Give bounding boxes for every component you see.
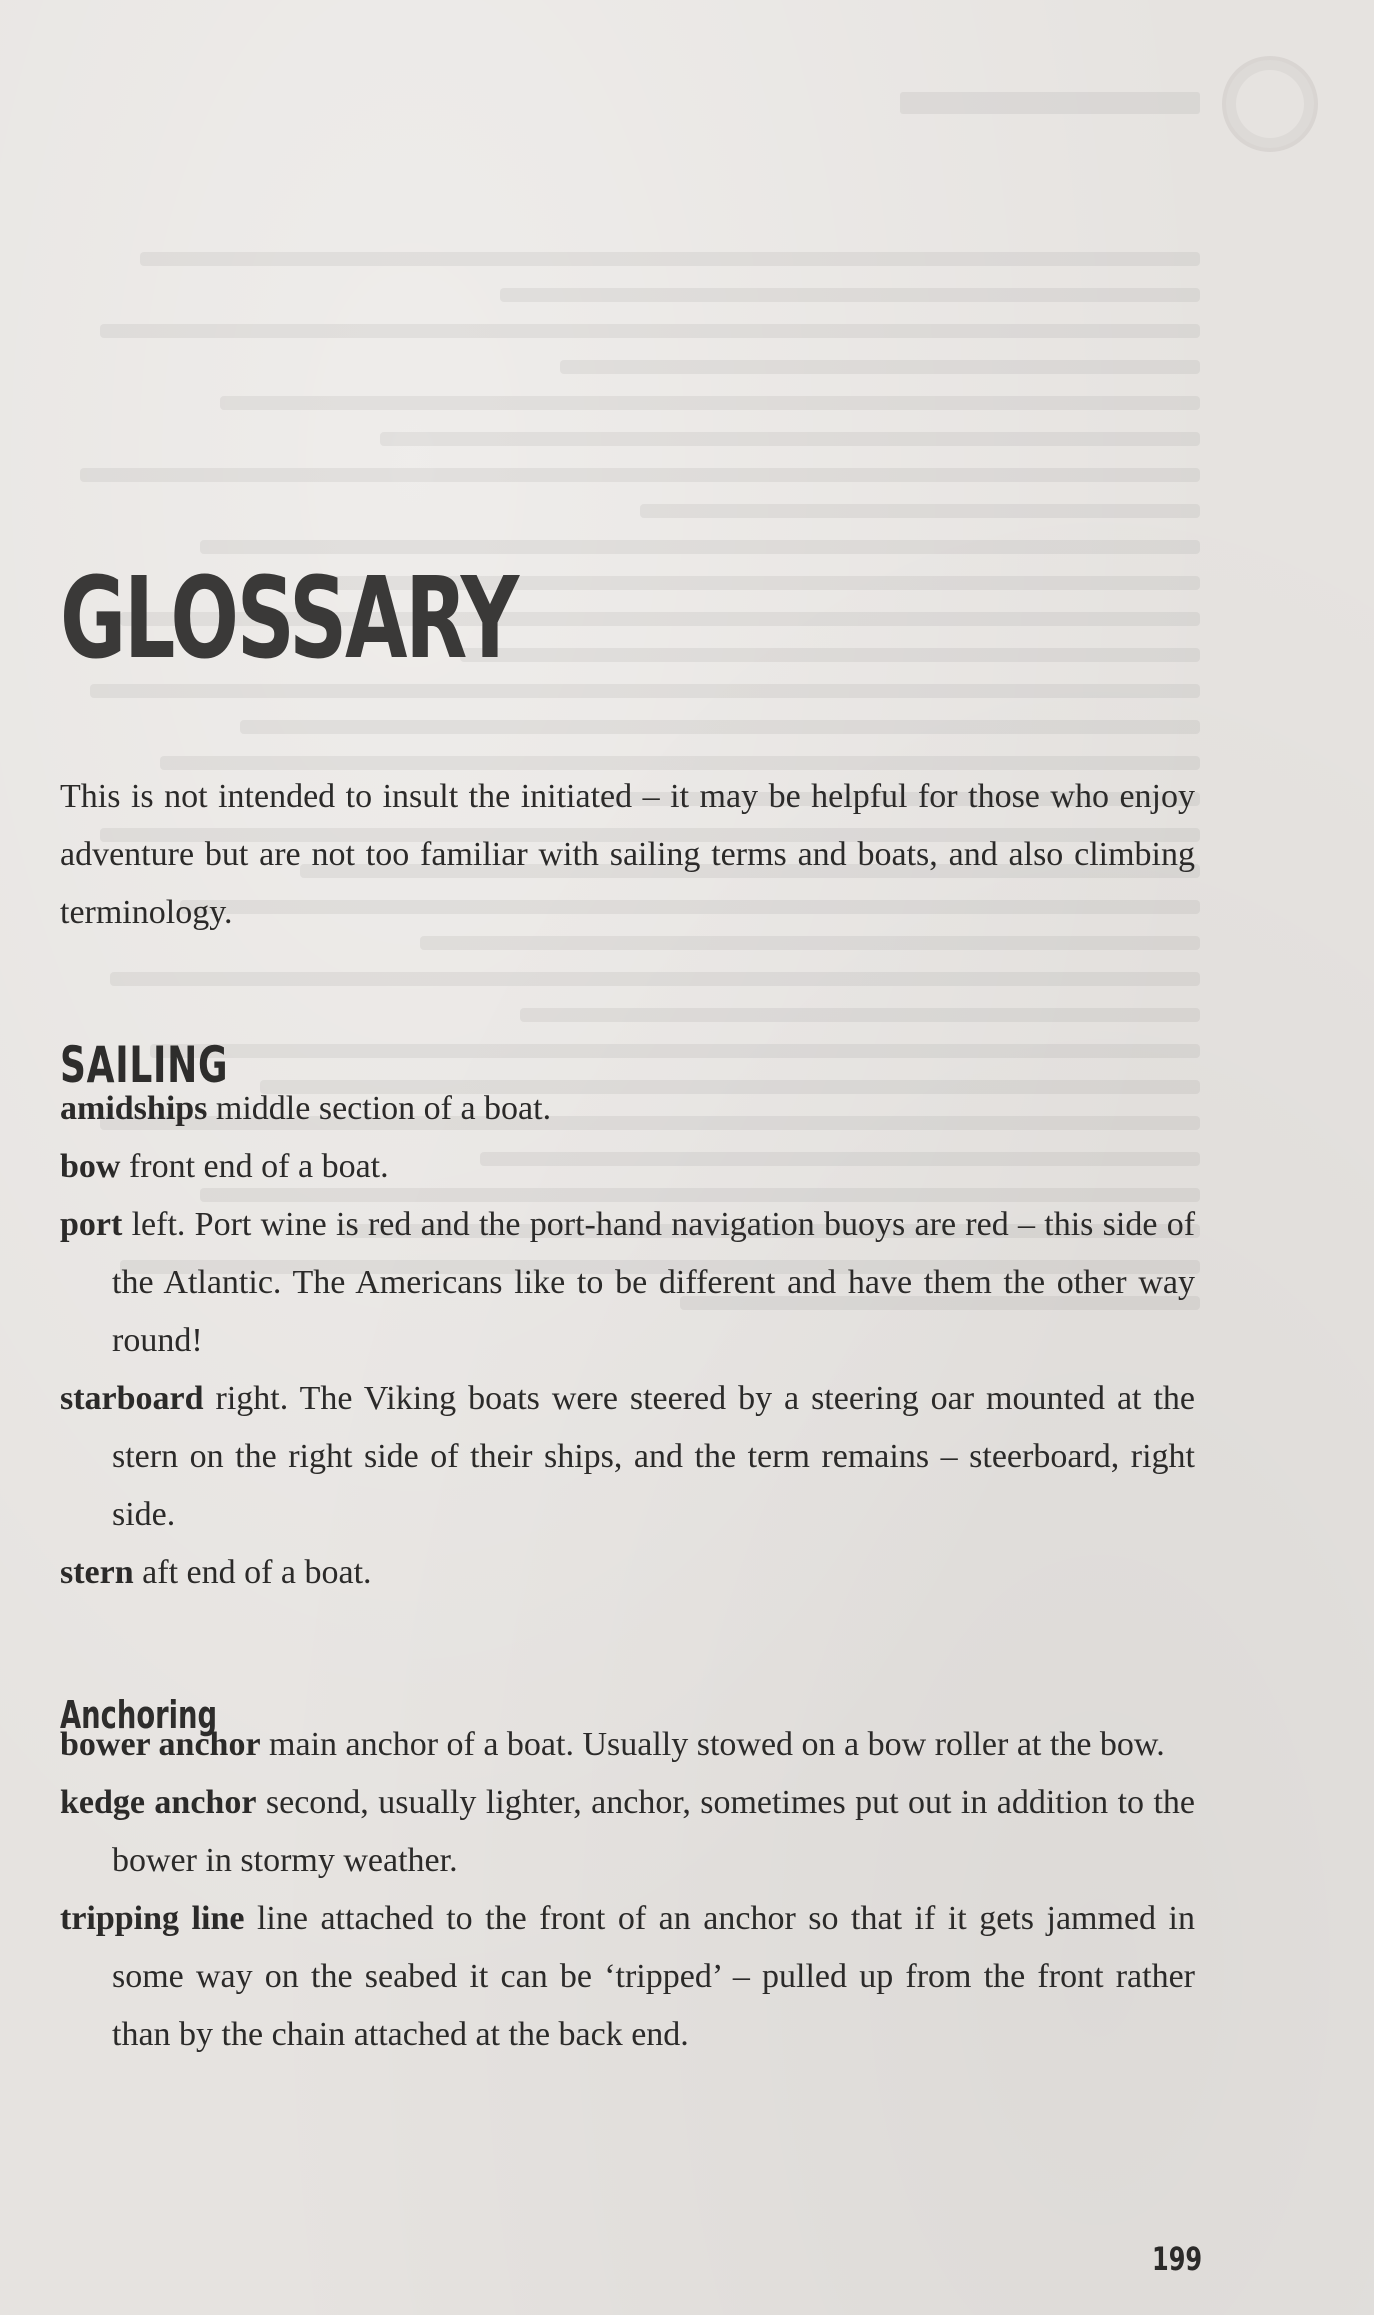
sailing-glossary-list [60,1080,1195,1602]
glossary-entry [60,1716,1195,1774]
glossary-term: port [60,1206,123,1243]
glossary-entry [60,1774,1195,1890]
glossary-definition: line attached to the front of an anchor so that if it gets jammed in some way on the seabed it can be ‘tripped’ – pulled up from the front rather than by the chain attached at the back end. [112,1900,1196,2053]
glossary-entry [60,1080,1195,1138]
glossary-definition: second, usually lighter, anchor, sometimes put out in addition to the bower in stormy weather. [112,1784,1196,1879]
glossary-term: tripping line [60,1900,245,1937]
glossary-definition: aft end of a boat. [142,1554,372,1591]
glossary-term: stern [60,1554,134,1591]
glossary-entry [60,1370,1195,1544]
glossary-definition: front end of a boat. [128,1148,389,1185]
glossary-term: bow [60,1148,121,1185]
glossary-term: amidships [60,1090,208,1127]
glossary-definition: middle section of a boat. [215,1090,552,1127]
intro-paragraph: This is not intended to insult the initiated – it may be helpful for those who enjoy adventure but are not too familiar with sailing terms and boats, and also climbing terminology. [60,778,1195,931]
glossary-term: kedge anchor [60,1784,257,1821]
glossary-entry [60,1890,1195,2064]
glossary-definition: left. Port wine is red and the port-hand navigation buoys are red – this side of the Atlantic. The Americans like to be different and have them the other way round! [112,1206,1196,1359]
anchoring-glossary-list [60,1716,1195,2064]
section-heading-sailing: SAILING [60,1035,229,1094]
glossary-definition: main anchor of a boat. Usually stowed on a bow roller at the bow. [269,1726,1165,1763]
subsection-heading-anchoring: Anchoring [60,1693,218,1737]
page-title: GLOSSARY [60,554,517,685]
glossary-entry [60,1196,1195,1370]
glossary-entry [60,1138,1195,1196]
glossary-entry [60,1544,1195,1602]
show-through-header [900,92,1200,114]
glossary-definition: right. The Viking boats were steered by a steering oar mounted at the stern on the right side of their ships, and the term remains – steerboard, right side. [112,1380,1195,1533]
show-through-emblem [1222,56,1318,152]
glossary-term: bower anchor [60,1726,261,1763]
page-number: 199 [1152,2240,1203,2278]
glossary-term: starboard [60,1380,204,1417]
